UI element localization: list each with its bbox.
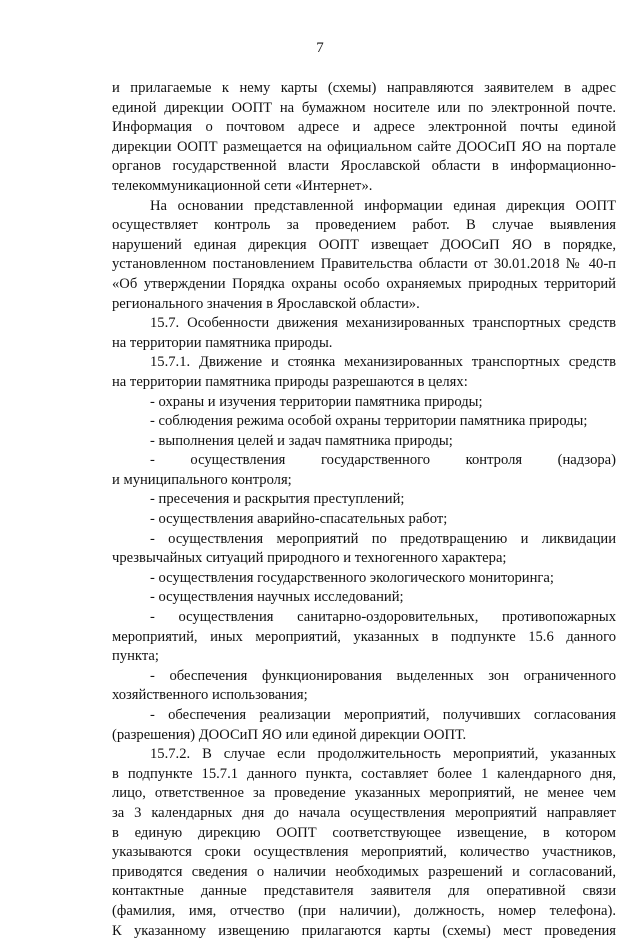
text-line: - обеспечения функционирования выделенных зон ограниченного	[150, 667, 616, 684]
body-text	[112, 79, 616, 941]
text-line: - пресечения и раскрытия преступлений;	[150, 491, 405, 508]
text-line: - осуществления научных исследований;	[150, 589, 404, 606]
page-number: 7	[316, 40, 324, 56]
text-line: (фамилия, имя, отчество (при наличии), должность, номер телефона).	[112, 902, 616, 919]
text-line: в подпункте 15.7.1 данного пункта, составляет более 1 календарного дня,	[112, 765, 616, 782]
text-line: установленном постановлением Правительства области от 30.01.2018 № 40-п	[112, 256, 616, 273]
text-line: 15.7.2. В случае если продолжительность мероприятий, указанных	[150, 746, 616, 763]
text-line: и муниципального контроля;	[112, 471, 292, 488]
text-line: - охраны и изучения территории памятника природы;	[150, 393, 483, 410]
text-line: - выполнения целей и задач памятника природы;	[150, 432, 453, 449]
text-line: 15.7. Особенности движения механизированных транспортных средств	[150, 315, 616, 332]
text-line: 15.7.1. Движение и стоянка механизированных транспортных средств	[150, 354, 616, 371]
text-line: - осуществления государственного контроля (надзора)	[150, 452, 616, 469]
text-line: и прилагаемые к нему карты (схемы) направляются заявителем в адрес	[112, 80, 616, 96]
text-line: К указанному извещению прилагаются карты (схемы) мест проведения	[112, 922, 616, 939]
text-line: регионального значения в Ярославской области».	[112, 295, 420, 312]
text-line: за 3 календарных дня до начала осуществления мероприятий направляет	[112, 804, 616, 821]
text-line: на территории памятника природы.	[112, 334, 333, 351]
text-line: - обеспечения реализации мероприятий, получивших согласования	[150, 707, 616, 723]
text-line: телекоммуникационной сети «Интернет».	[112, 177, 373, 194]
text-line: дирекции ООПТ размещается на официальном сайте ДООСиП ЯО на портале	[112, 138, 616, 155]
text-line: На основании представленной информации единая дирекция ООПТ	[150, 197, 616, 214]
text-line: - осуществления мероприятий по предотвращению и ликвидации	[150, 530, 616, 547]
text-line: - осуществления аварийно-спасательных работ;	[150, 511, 448, 528]
text-line: (разрешения) ДООСиП ЯО или единой дирекции ООПТ.	[112, 726, 467, 743]
text-line: указываются сроки осуществления мероприятий, количество участников,	[112, 844, 616, 861]
text-line: контактные данные представителя заявителя для оперативной связи	[112, 883, 616, 900]
text-line: - соблюдения режима особой охраны территории памятника природы;	[150, 413, 588, 430]
text-line: - осуществления государственного экологического мониторинга;	[150, 569, 554, 586]
text-line: хозяйственного использования;	[112, 687, 308, 704]
text-line: на территории памятника природы разрешаются в целях:	[112, 373, 468, 390]
text-line: лицо, ответственное за проведение указанных мероприятий, не менее чем	[112, 785, 616, 802]
text-line: мероприятий, иных мероприятий, указанных в подпункте 15.6 данного	[112, 628, 616, 645]
text-line: чрезвычайных ситуаций природного и техногенного характера;	[112, 550, 507, 567]
text-line: осуществляет контроль за проведением работ. В случае выявления	[112, 217, 616, 234]
text-line: в единую дирекцию ООПТ соответствующее извещение, в котором	[112, 824, 616, 841]
text-line: приводятся сведения о наличии необходимых разрешений и согласований,	[112, 863, 616, 880]
text-line: единой дирекции ООПТ на бумажном носителе или по электронной почте.	[112, 99, 616, 116]
text-line: Информация о почтовом адресе и адресе электронной почты единой	[112, 119, 616, 136]
text-line: нарушений единая дирекция ООПТ извещает ДООСиП ЯО в порядке,	[112, 236, 616, 253]
text-line: - осуществления санитарно-оздоровительных, противопожарных	[150, 609, 616, 626]
text-line: пункта;	[112, 648, 159, 665]
text-line: органов государственной власти Ярославской области в информационно-	[112, 158, 616, 175]
text-line: «Об утверждении Порядка охраны особо охраняемых природных территорий	[112, 275, 616, 292]
